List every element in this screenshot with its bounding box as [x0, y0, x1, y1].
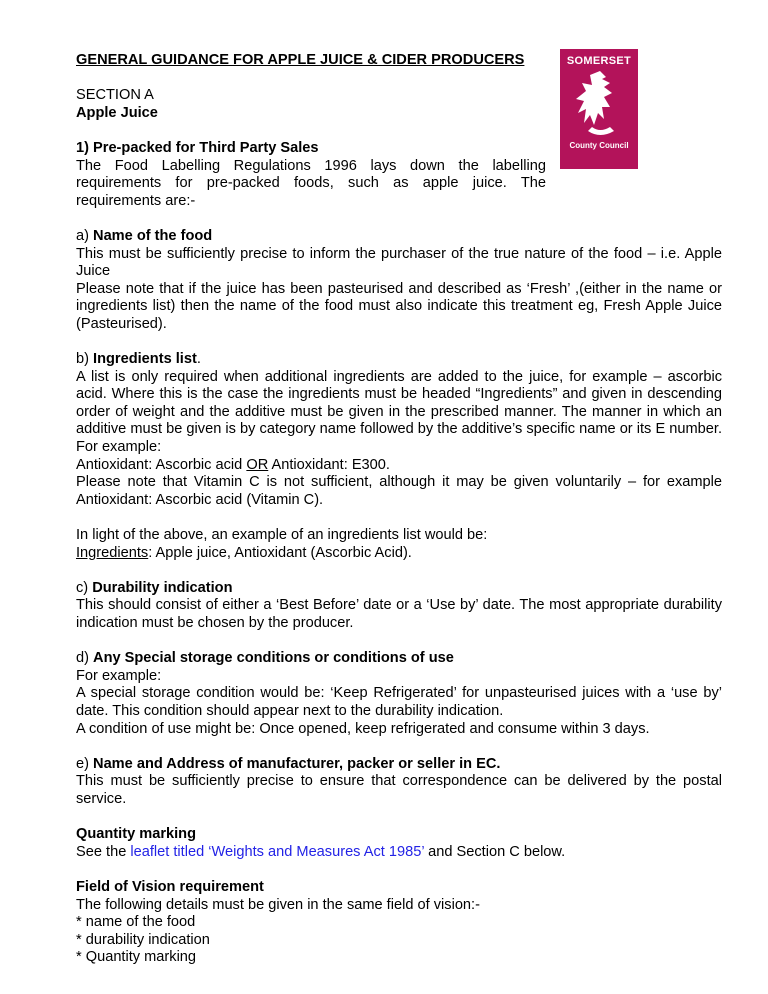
item-b-ingredients	[76, 545, 722, 563]
item-a-line2: Please note that if the juice has been pasteurised and described as ‘Fresh’ ,(either in the name or ingredients list) then the name of the food must also indicate this treatment eg, Fresh Apple Juice (Pasteurised).	[76, 280, 722, 332]
item-c-prefix: c)	[76, 579, 93, 596]
quantity-body	[76, 844, 722, 862]
section-label: SECTION A	[76, 87, 154, 104]
quantity-pre: See the	[76, 843, 131, 860]
list-item: * durability indication	[76, 931, 210, 948]
item-d-heading	[76, 650, 722, 668]
ingredients-text: : Apple juice, Antioxidant (Ascorbic Acid).	[148, 544, 412, 561]
item-b-title: Ingredients list	[93, 351, 197, 368]
item-a-heading	[76, 228, 722, 246]
item-b-heading	[76, 351, 722, 369]
example-post: Antioxidant: E300.	[268, 456, 390, 473]
page-title: GENERAL GUIDANCE FOR APPLE JUICE & CIDER PRODUCERS	[76, 52, 525, 68]
example-or: OR	[246, 456, 269, 473]
item-a-line1: This must be sufficiently precise to inform the purchaser of the true nature of the food – i.e. Apple Juice	[76, 245, 722, 280]
subsection-1-body: The Food Labelling Regulations 1996 lays down the labelling requirements for pre-packed foods, such as apple juice. The requirements are:-	[76, 157, 546, 209]
item-c-body: This should consist of either a ‘Best Before’ date or a ‘Use by’ date. The most appropriate durability indication must be chosen by the producer.	[76, 597, 722, 631]
item-b-prefix: b)	[76, 351, 94, 368]
item-a-title: Name of the food	[93, 227, 213, 244]
item-e-prefix: e)	[76, 755, 94, 772]
item-d-line3: A condition of use might be: Once opened, keep refrigerated and consume within 3 days.	[76, 720, 650, 737]
item-b-note: Please note that Vitamin C is not sufficient, although it may be given voluntarily – for example Antioxidant: Ascorbic acid (Vitamin C).	[76, 474, 722, 508]
item-b-example	[76, 457, 722, 475]
item-d-title: Any Special storage conditions or conditions of use	[93, 650, 454, 667]
item-d-line2: A special storage condition would be: ‘Keep Refrigerated’ for unpasteurised juices with a ‘use by’ date. This condition should appear next to the durability indication.	[76, 685, 722, 719]
item-d-line1: For example:	[76, 667, 162, 684]
field-of-vision-title: Field of Vision requirement	[76, 878, 264, 895]
list-item: * name of the food	[76, 914, 196, 931]
ingredients-label: Ingredients	[76, 544, 149, 561]
item-e-heading	[76, 756, 722, 774]
example-pre: Antioxidant: Ascorbic acid	[76, 456, 247, 473]
field-of-vision-intro: The following details must be given in the same field of vision:-	[76, 896, 480, 913]
document-body	[76, 52, 722, 967]
item-b-body: A list is only required when additional ingredients are added to the juice, for example – ascorbic acid. Where this is the case the ingredients must be headed “Ingredients” and given in descending order of weight and the additive must be given in the prescribed manner. The manner in which an additive must be given is by category name followed by the additive’s specific name or its E number. For example:	[76, 368, 722, 456]
item-e-body: This must be sufficiently precise to ensure that correspondence can be delivered by the postal service.	[76, 773, 722, 807]
item-d-prefix: d)	[76, 650, 94, 667]
item-a-prefix: a)	[76, 227, 94, 244]
quantity-title: Quantity marking	[76, 826, 197, 843]
section-title: Apple Juice	[76, 104, 158, 121]
logo-top-text: SOMERSET	[566, 55, 632, 67]
item-c-title: Durability indication	[92, 579, 233, 596]
weights-measures-leaflet-link[interactable]: leaflet titled ‘Weights and Measures Act 1985’	[130, 843, 425, 860]
subsection-1-title: 1) Pre-packed for Third Party Sales	[76, 139, 319, 156]
quantity-post: and Section C below.	[424, 843, 566, 860]
item-c-heading	[76, 580, 722, 598]
logo-bottom-text: County Council	[569, 141, 629, 150]
item-b-light: In light of the above, an example of an ingredients list would be:	[76, 527, 488, 544]
list-item: * Quantity marking	[76, 949, 197, 966]
item-e-title: Name and Address of manufacturer, packer or seller in EC.	[93, 755, 501, 772]
item-b-title-suffix: .	[196, 351, 201, 368]
